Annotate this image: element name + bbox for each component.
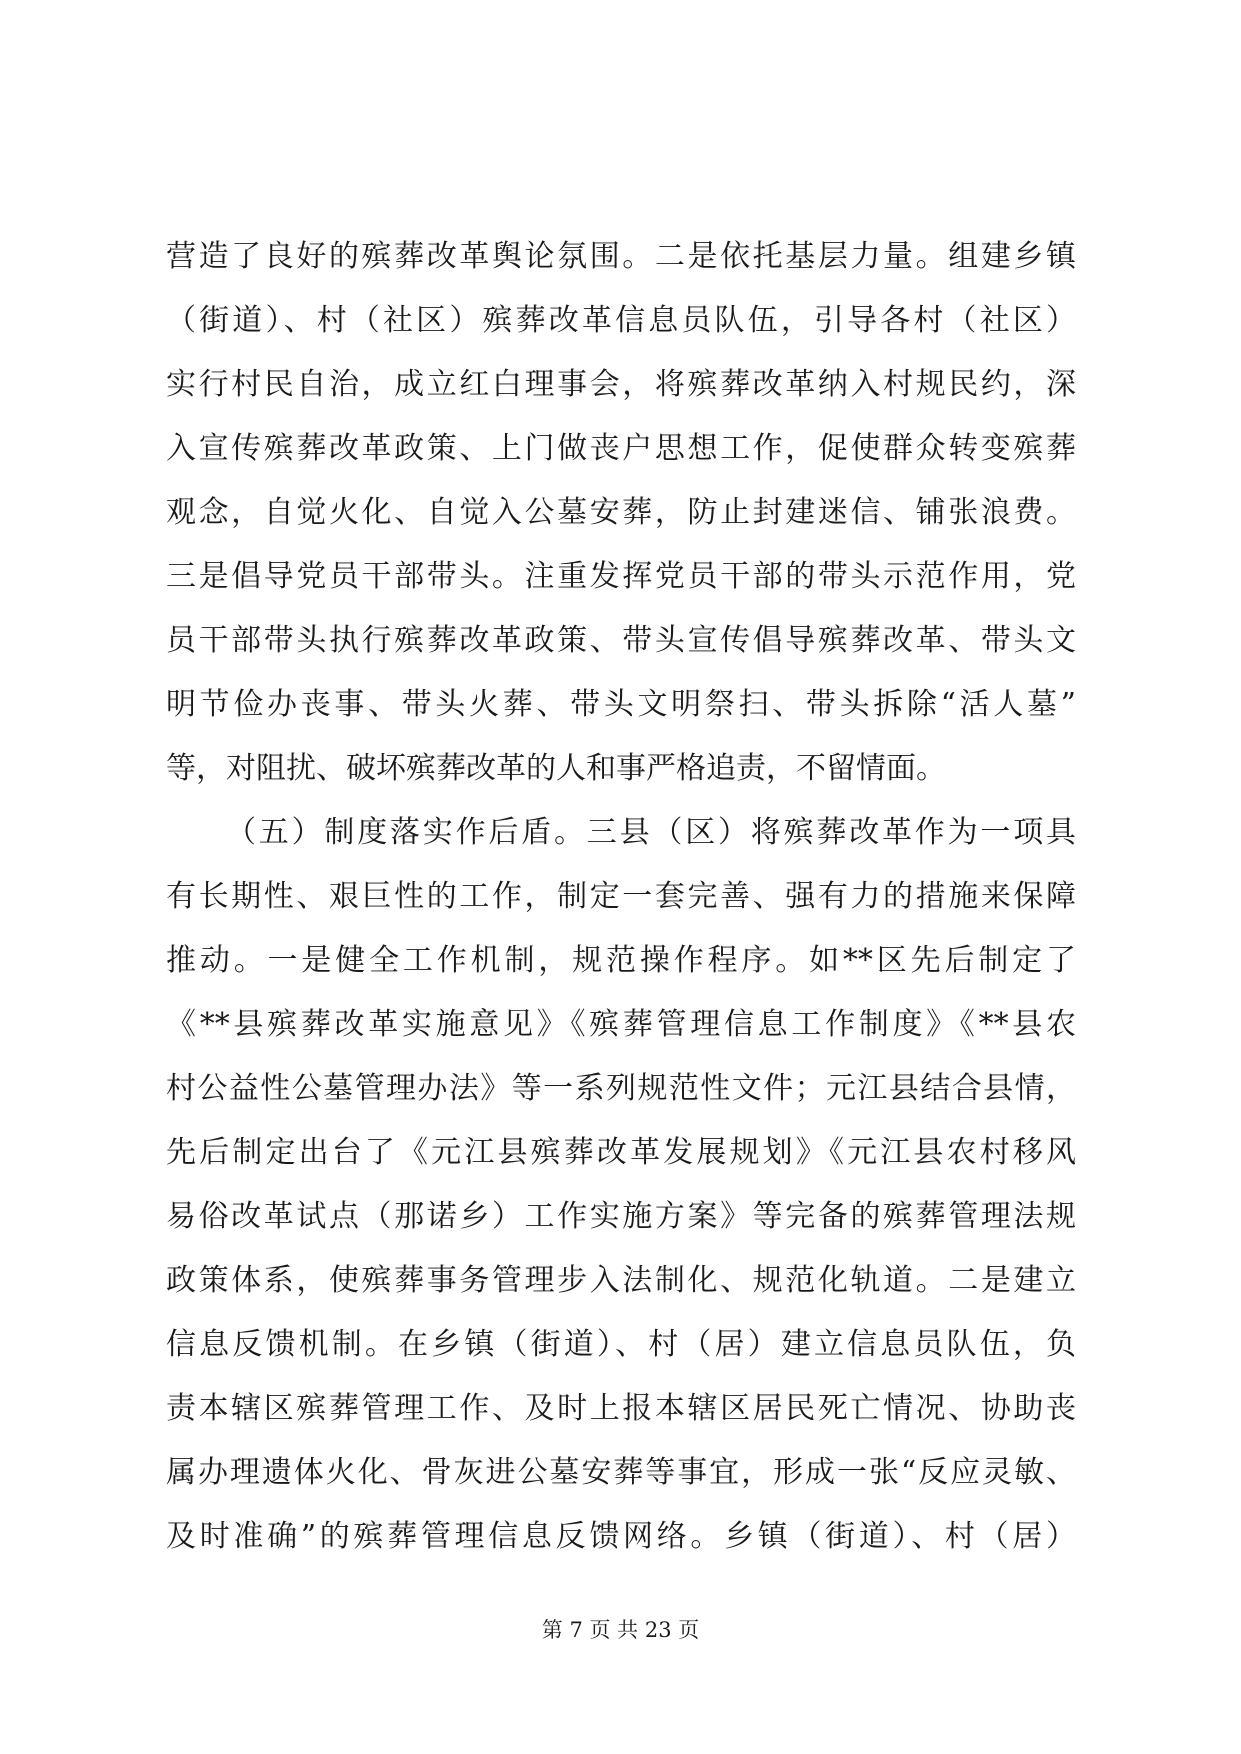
paragraph-line: 《**县殡葬改革实施意见》《殡葬管理信息工作制度》《**县农 [166, 1007, 1076, 1042]
paragraph-line: 观念，自觉火化、自觉入公墓安葬，防止封建迷信、铺张浪费。 [166, 495, 1076, 530]
paragraph-line: （五）制度落实作后盾。三县（区）将殡葬改革作为一项具 [226, 815, 1076, 850]
paragraph-line: 易俗改革试点（那诺乡）工作实施方案》等完备的殡葬管理法规 [166, 1199, 1076, 1234]
paragraph-line: 政策体系，使殡葬事务管理步入法制化、规范化轨道。二是建立 [166, 1263, 1076, 1298]
paragraph-line: 实行村民自治，成立红白理事会，将殡葬改革纳入村规民约，深 [166, 367, 1076, 402]
paragraph-line: 有长期性、艰巨性的工作，制定一套完善、强有力的措施来保障 [166, 879, 1076, 914]
paragraph-line: 责本辖区殡葬管理工作、及时上报本辖区居民死亡情况、协助丧 [166, 1391, 1076, 1426]
paragraph-line: 信息反馈机制。在乡镇（街道）、村（居）建立信息员队伍，负 [166, 1327, 1076, 1362]
paragraph-line: 入宣传殡葬改革政策、上门做丧户思想工作，促使群众转变殡葬 [166, 431, 1076, 466]
paragraph-line: 明节俭办丧事、带头火葬、带头文明祭扫、带头拆除“活人墓” [166, 687, 1076, 722]
paragraph-line: 及时准确”的殡葬管理信息反馈网络。乡镇（街道）、村（居） [166, 1519, 1076, 1554]
paragraph-line: 等，对阻扰、破坏殡葬改革的人和事严格追责，不留情面。 [166, 751, 946, 786]
paragraph-line: 三是倡导党员干部带头。注重发挥党员干部的带头示范作用，党 [166, 559, 1076, 594]
paragraph-line: 村公益性公墓管理办法》等一系列规范性文件；元江县结合县情， [166, 1071, 1076, 1106]
paragraph-line: 属办理遗体火化、骨灰进公墓安葬等事宜，形成一张“反应灵敏、 [166, 1455, 1076, 1490]
page-number-footer: 第 7 页 共 23 页 [541, 1618, 700, 1642]
paragraph-line: （街道）、村（社区）殡葬改革信息员队伍，引导各村（社区） [166, 303, 1076, 338]
paragraph-line: 营造了良好的殡葬改革舆论氛围。二是依托基层力量。组建乡镇 [166, 239, 1076, 274]
paragraph-line: 员干部带头执行殡葬改革政策、带头宣传倡导殡葬改革、带头文 [166, 623, 1076, 658]
paragraph-line: 推动。一是健全工作机制，规范操作程序。如**区先后制定了 [166, 943, 1076, 978]
paragraph-line: 先后制定出台了《元江县殡葬改革发展规划》《元江县农村移风 [166, 1135, 1076, 1170]
